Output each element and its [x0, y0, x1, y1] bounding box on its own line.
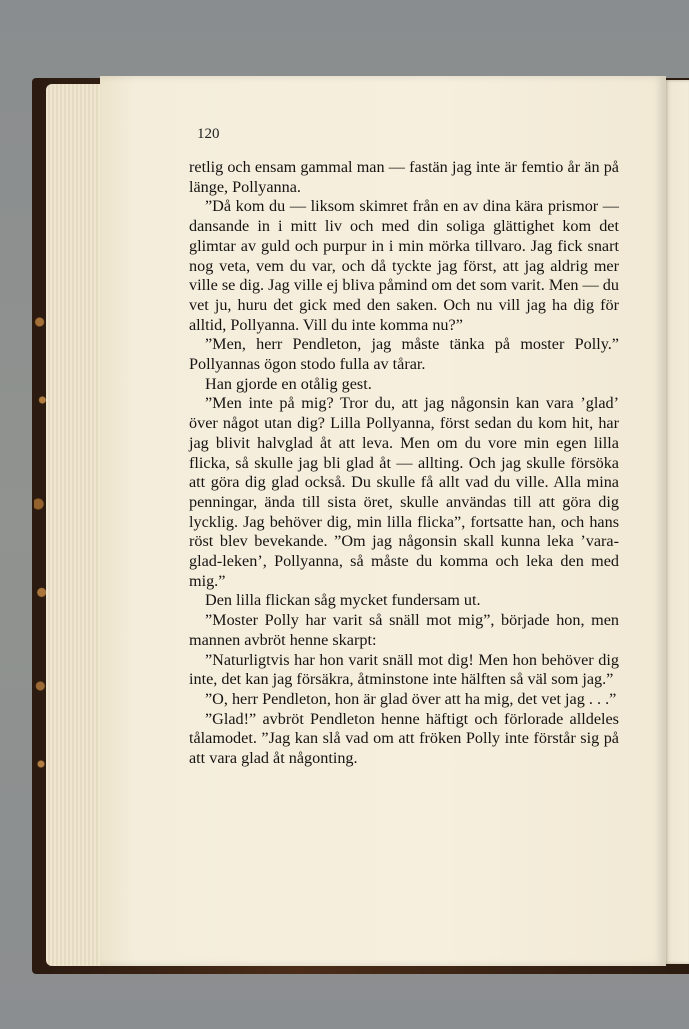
facing-page-edge	[664, 80, 689, 964]
paragraph: retlig och ensam gammal man — fastän jag inte är femtio år än på länge, Pollyanna.	[189, 158, 619, 196]
page-text	[189, 158, 619, 769]
paragraph: ”Då kom du — liksom skimret från en av dina kära prismor — dansande in i mitt liv och med din soliga glättighet kom det glimtar av guld och purpur in i min mörka tillvaro. Jag fick snart nog veta, vem du var, och då tyckte jag först, att jag aldrig mer ville se dig. Jag ville ej bliva påmind om det som varit. Men — du vet ju, huru det gick med den saken. Och nu vill jag ha dig för alltid, Pollyanna. Vill du inte komma nu?”	[189, 197, 619, 334]
paragraph: ”O, herr Pendleton, hon är glad över att ha mig, det vet jag . . .”	[205, 689, 617, 708]
paragraph: ”Men inte på mig? Tror du, att jag någonsin kan vara ’glad’ över något utan dig? Lilla Pollyanna, först sedan du kom hit, har jag blivit halvglad åt att leva. Men om du vore min egen lilla flicka, så skulle jag bli glad åt — allting. Och jag skulle försöka att göra dig glad också. Du skulle få allt vad du ville. Alla mina penningar, ända till sista öret, skulle användas till att göra dig lycklig. Jag behöver dig, min lilla flicka”, fortsatte han, och hans röst blev bevekande. ”Om jag någonsin skall kunna leka ’vara-glad-leken’, Pollyanna, så måste du komma och leka den med mig.”	[189, 394, 619, 590]
paragraph: Den lilla flickan såg mycket fundersam ut.	[205, 591, 481, 610]
page-number: 120	[197, 126, 220, 142]
paragraph: ”Glad!” avbröt Pendleton henne häftigt och förlorade alldeles tålamodet. ”Jag kan slå vad om att fröken Polly inte förstår sig på att vara glad åt någonting.	[189, 709, 619, 768]
paragraph: Han gjorde en otålig gest.	[205, 374, 372, 393]
paragraph: ”Men, herr Pendleton, jag måste tänka på moster Polly.” Pollyannas ögon stodo fulla av tårar.	[189, 335, 619, 374]
paragraph: ”Naturligtvis har hon varit snäll mot dig! Men hon behöver dig inte, det kan jag försäkra, åtminstone inte hälften så väl som jag.”	[189, 650, 619, 689]
paragraph: ”Moster Polly har varit så snäll mot mig”, började hon, men mannen avbröt henne skarpt:	[189, 611, 619, 649]
